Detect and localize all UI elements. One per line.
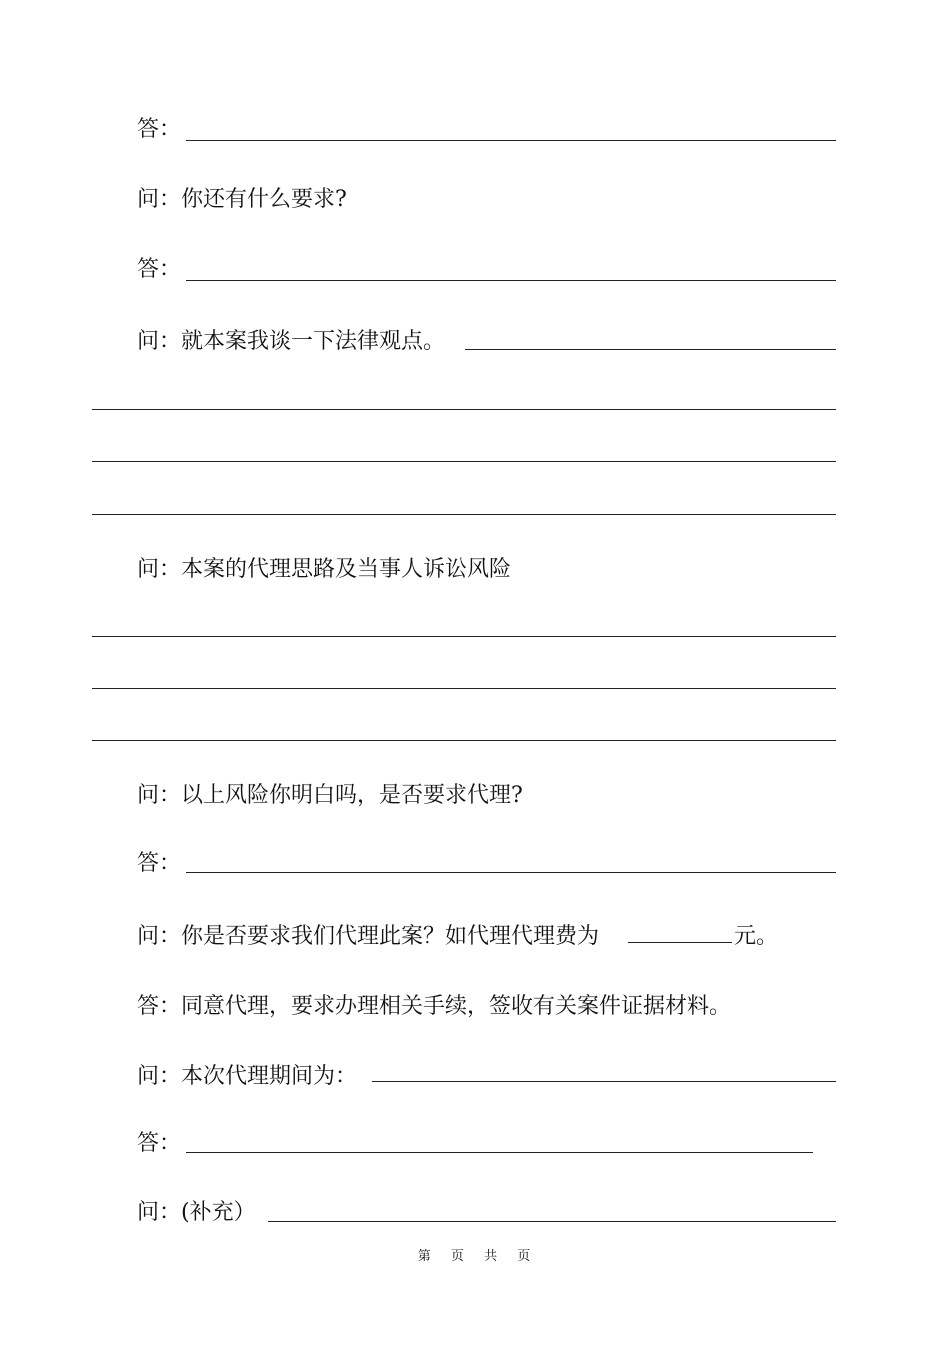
question-1: 问：你还有什么要求?	[137, 187, 347, 212]
question-4: 问：以上风险你明白吗，是否要求代理?	[137, 783, 523, 808]
question-3: 问：本案的代理思路及当事人诉讼风险	[137, 557, 512, 582]
question-2: 问：就本案我谈一下法律观点。	[137, 329, 446, 354]
answer-5-label: 答：	[137, 1131, 182, 1156]
question-5-suffix: 元。	[734, 924, 779, 949]
page-footer	[0, 1248, 950, 1266]
question-6: 问：本次代理期间为：	[137, 1064, 358, 1089]
footer-di: 第	[417, 1249, 433, 1264]
legal-opinion-line-3[interactable]	[92, 514, 836, 515]
period-blank[interactable]	[372, 1081, 836, 1082]
answer-2-label: 答：	[137, 257, 182, 282]
footer-ye-1: 页	[450, 1249, 466, 1264]
risk-line-3[interactable]	[92, 740, 836, 741]
risk-line-2[interactable]	[92, 688, 836, 689]
fee-blank[interactable]	[628, 942, 732, 943]
footer-ye-2: 页	[517, 1249, 533, 1264]
footer-gong: 共	[484, 1249, 500, 1264]
answer-3-label: 答：	[137, 851, 182, 876]
answer-2-blank[interactable]	[186, 280, 836, 281]
answer-1-label: 答：	[137, 117, 182, 142]
question-7: 问：(补充）	[137, 1200, 256, 1225]
question-2-blank[interactable]	[465, 349, 836, 350]
legal-opinion-line-2[interactable]	[92, 461, 836, 462]
answer-1-blank[interactable]	[186, 140, 836, 141]
answer-4: 答：同意代理，要求办理相关手续，签收有关案件证据材料。	[137, 994, 732, 1019]
answer-3-blank[interactable]	[186, 872, 836, 873]
supplement-blank[interactable]	[268, 1221, 836, 1222]
answer-5-blank[interactable]	[186, 1152, 813, 1153]
question-5: 问：你是否要求我们代理此案？如代理代理费为	[137, 924, 600, 949]
risk-line-1[interactable]	[92, 636, 836, 637]
legal-opinion-line-1[interactable]	[92, 409, 836, 410]
